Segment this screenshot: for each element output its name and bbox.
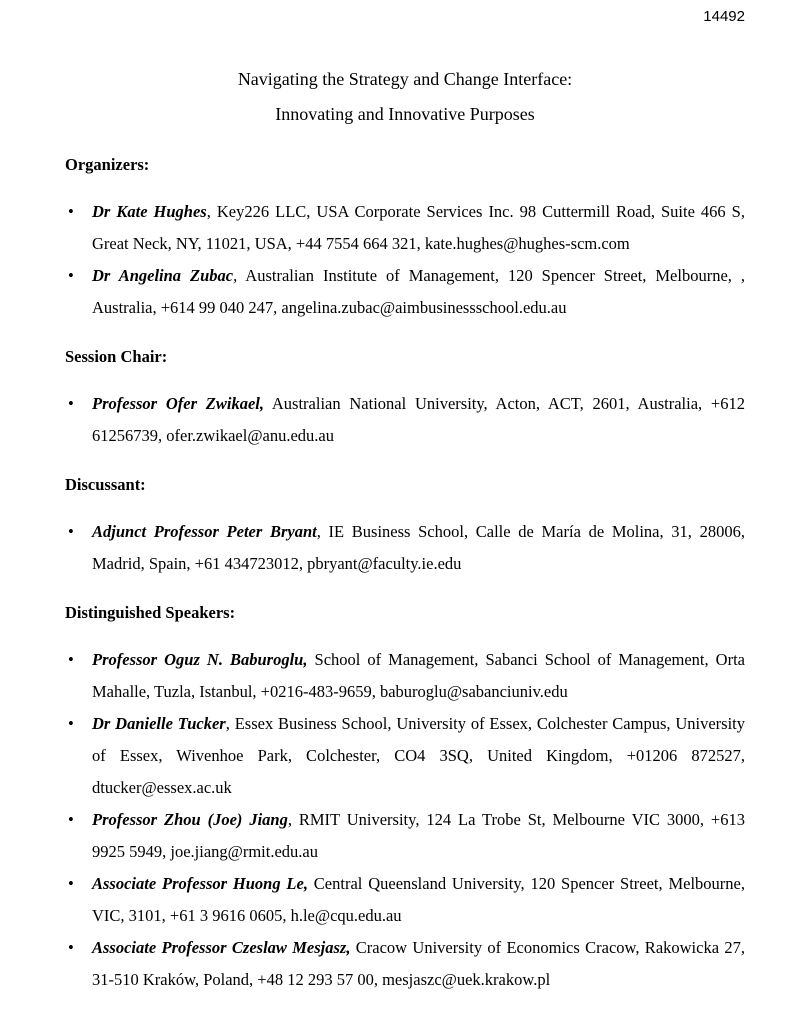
person-name: Associate Professor Huong Le, xyxy=(92,874,308,893)
document-title-line1: Navigating the Strategy and Change Interface: xyxy=(237,69,573,89)
section-heading-organizers: Organizers: xyxy=(65,155,150,174)
document-title-line2: Innovating and Innovative Purposes xyxy=(275,104,535,124)
person-details: School of Management, Sabanci School of Management, Orta Mahalle, Tuzla, Istanbul, +0216-483-9659, baburoglu@sabanciuniv.edu xyxy=(92,650,745,701)
list-item xyxy=(92,196,745,260)
section-heading-session-chair: Session Chair: xyxy=(65,347,168,366)
section-heading-discussant: Discussant: xyxy=(65,475,146,494)
document-title xyxy=(65,62,745,132)
person-details: Australian National University, Acton, ACT, 2601, Australia, +612 61256739, ofer.zwikael@anu.edu.au xyxy=(92,394,745,445)
person-name: Adjunct Professor Peter Bryant xyxy=(92,522,317,541)
person-name: Professor Oguz N. Baburoglu, xyxy=(92,650,308,669)
organizers-list xyxy=(65,196,745,324)
session-chair-list xyxy=(65,388,745,452)
page-number: 14492 xyxy=(703,8,745,25)
list-item xyxy=(92,868,745,932)
person-name: Professor Ofer Zwikael, xyxy=(92,394,264,413)
list-item xyxy=(92,516,745,580)
section-heading-distinguished-speakers: Distinguished Speakers: xyxy=(65,603,236,622)
person-details: , RMIT University, 124 La Trobe St, Melbourne VIC 3000, +613 9925 5949, joe.jiang@rmit.edu.au xyxy=(92,810,745,861)
person-name: Dr Danielle Tucker xyxy=(92,714,226,733)
list-item xyxy=(92,388,745,452)
discussant-list xyxy=(65,516,745,580)
person-details: , Australian Institute of Management, 120 Spencer Street, Melbourne, , Australia, +614 99 040 247, angelina.zubac@aimbusinessschool.edu.au xyxy=(92,266,745,317)
person-details: Cracow University of Economics Cracow, Rakowicka 27, 31-510 Kraków, Poland, +48 12 293 57 00, mesjaszc@uek.krakow.pl xyxy=(92,938,745,989)
person-name: Dr Kate Hughes xyxy=(92,202,207,221)
list-item xyxy=(92,260,745,324)
person-details: , Key226 LLC, USA Corporate Services Inc. 98 Cuttermill Road, Suite 466 S, Great Neck, NY, 11021, USA, +44 7554 664 321, kate.hughes@hughes-scm.com xyxy=(92,202,745,253)
person-name: Associate Professor Czeslaw Mesjasz, xyxy=(92,938,351,957)
list-item xyxy=(92,644,745,708)
distinguished-speakers-list xyxy=(65,644,745,996)
list-item xyxy=(92,804,745,868)
person-name: Professor Zhou (Joe) Jiang xyxy=(92,810,288,829)
person-details: , Essex Business School, University of Essex, Colchester Campus, University of Essex, Wivenhoe Park, Colchester, CO4 3SQ, United Kingdom, +01206 872527, dtucker@essex.ac.uk xyxy=(92,714,745,797)
person-name: Dr Angelina Zubac xyxy=(92,266,234,285)
person-details: , IE Business School, Calle de María de Molina, 31, 28006, Madrid, Spain, +61 434723012, pbryant@faculty.ie.edu xyxy=(92,522,745,573)
person-details: Central Queensland University, 120 Spencer Street, Melbourne, VIC, 3101, +61 3 9616 0605, h.le@cqu.edu.au xyxy=(92,874,745,925)
list-item xyxy=(92,932,745,996)
list-item xyxy=(92,708,745,804)
